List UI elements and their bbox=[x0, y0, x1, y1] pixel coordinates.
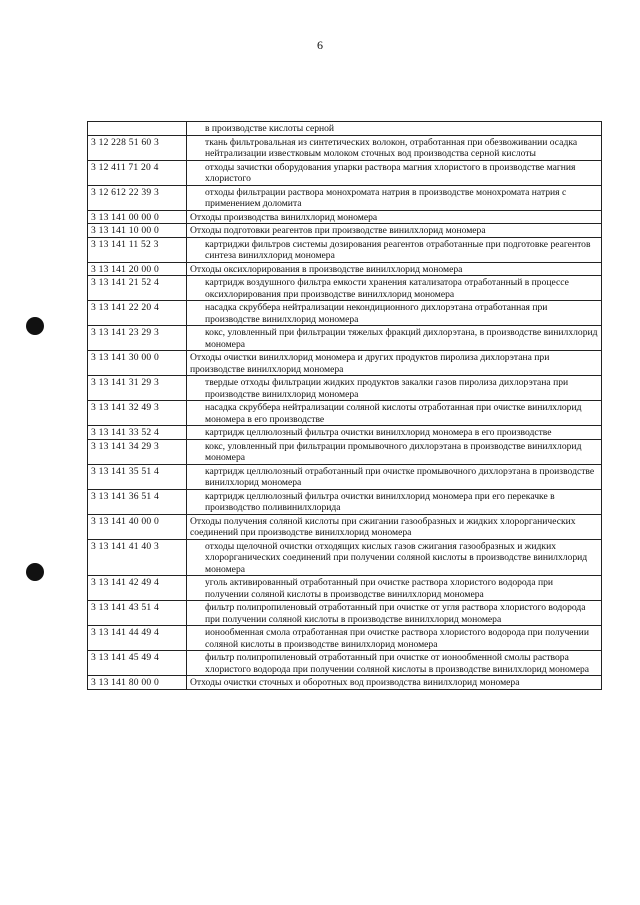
page-number: 6 bbox=[317, 38, 323, 52]
waste-code-cell: 3 13 141 11 52 3 bbox=[88, 237, 187, 262]
waste-description-cell: картриджи фильтров системы дозирования реагентов отработанные при подготовке реагентов синтеза винилхлорид мономера bbox=[187, 237, 602, 262]
waste-code-cell: 3 13 141 41 40 3 bbox=[88, 539, 187, 576]
table-row bbox=[88, 185, 602, 210]
waste-classification-table bbox=[87, 121, 602, 690]
table-row bbox=[88, 651, 602, 676]
table-row bbox=[88, 276, 602, 301]
waste-description-cell: Отходы подготовки реагентов при производстве винилхлорид мономера bbox=[187, 224, 602, 238]
table-row bbox=[88, 135, 602, 160]
waste-description-cell: твердые отходы фильтрации жидких продуктов закалки газов пиролиза дихлорэтана при производстве винилхлорид мономера bbox=[187, 376, 602, 401]
table-row bbox=[88, 489, 602, 514]
waste-code-cell: 3 13 141 80 00 0 bbox=[88, 676, 187, 690]
punch-hole-mark bbox=[26, 317, 44, 335]
table-row bbox=[88, 237, 602, 262]
waste-description-cell: Отходы очистки сточных и оборотных вод производства винилхлорид мономера bbox=[187, 676, 602, 690]
waste-code-cell: 3 13 141 21 52 4 bbox=[88, 276, 187, 301]
waste-code-cell bbox=[88, 122, 187, 136]
waste-code-cell: 3 13 141 42 49 4 bbox=[88, 576, 187, 601]
punch-hole-mark bbox=[26, 563, 44, 581]
waste-description-cell: Отходы оксихлорирования в производстве винилхлорид мономера bbox=[187, 262, 602, 276]
table-row bbox=[88, 439, 602, 464]
table-row bbox=[88, 576, 602, 601]
waste-code-cell: 3 13 141 45 49 4 bbox=[88, 651, 187, 676]
waste-description-cell: кокс, уловленный при фильтрации промывочного дихлорэтана в производстве винилхлорид мономера bbox=[187, 439, 602, 464]
waste-code-cell: 3 12 411 71 20 4 bbox=[88, 160, 187, 185]
waste-code-cell: 3 12 612 22 39 3 bbox=[88, 185, 187, 210]
table-row bbox=[88, 514, 602, 539]
waste-description-cell: ионообменная смола отработанная при очистке раствора хлористого водорода при получении соляной кислоты в производстве винилхлорид мономера bbox=[187, 626, 602, 651]
waste-description-cell: фильтр полипропиленовый отработанный при очистке от ионообменной смолы раствора хлористого водорода при получении соляной кислоты в производстве винилхлорид мономера bbox=[187, 651, 602, 676]
waste-description-cell: фильтр полипропиленовый отработанный при очистке от угля раствора хлористого водорода при получении соляной кислоты в производстве винилхлорид мономера bbox=[187, 601, 602, 626]
waste-description-cell: Отходы очистки винилхлорид мономера и других продуктов пиролиза дихлорэтана при производстве винилхлорид мономера bbox=[187, 351, 602, 376]
waste-code-cell: 3 13 141 34 29 3 bbox=[88, 439, 187, 464]
table-row bbox=[88, 401, 602, 426]
waste-description-cell: картридж целлюлозный фильтра очистки винилхлорид мономера в его производстве bbox=[187, 426, 602, 440]
waste-code-cell: 3 13 141 10 00 0 bbox=[88, 224, 187, 238]
table-row bbox=[88, 539, 602, 576]
waste-code-cell: 3 13 141 33 52 4 bbox=[88, 426, 187, 440]
waste-description-cell: насадка скруббера нейтрализации некондиционного дихлорэтана отработанная при производстве винилхлорид мономера bbox=[187, 301, 602, 326]
table-row bbox=[88, 376, 602, 401]
table-row bbox=[88, 224, 602, 238]
table-row bbox=[88, 601, 602, 626]
waste-code-cell: 3 12 228 51 60 3 bbox=[88, 135, 187, 160]
table-row bbox=[88, 210, 602, 224]
waste-code-cell: 3 13 141 20 00 0 bbox=[88, 262, 187, 276]
waste-code-cell: 3 13 141 00 00 0 bbox=[88, 210, 187, 224]
waste-description-cell: Отходы производства винилхлорид мономера bbox=[187, 210, 602, 224]
waste-description-cell: ткань фильтровальная из синтетических волокон, отработанная при обезвоживании осадка нейтрализации известковым молоком сточных вод производства серной кислоты bbox=[187, 135, 602, 160]
waste-code-cell: 3 13 141 30 00 0 bbox=[88, 351, 187, 376]
waste-description-cell: кокс, уловленный при фильтрации тяжелых фракций дихлорэтана, в производстве винилхлорид мономера bbox=[187, 326, 602, 351]
table-row bbox=[88, 426, 602, 440]
waste-code-cell: 3 13 141 43 51 4 bbox=[88, 601, 187, 626]
table-row bbox=[88, 351, 602, 376]
table-row bbox=[88, 301, 602, 326]
waste-code-cell: 3 13 141 32 49 3 bbox=[88, 401, 187, 426]
waste-description-cell: отходы щелочной очистки отходящих кислых газов сжигания газообразных и жидких хлорорганических соединений при получении соляной кислоты в производстве винилхлорид мономера bbox=[187, 539, 602, 576]
table-row bbox=[88, 464, 602, 489]
waste-code-cell: 3 13 141 31 29 3 bbox=[88, 376, 187, 401]
waste-code-cell: 3 13 141 22 20 4 bbox=[88, 301, 187, 326]
table-row bbox=[88, 676, 602, 690]
table-row bbox=[88, 326, 602, 351]
waste-description-cell: картридж целлюлозный фильтра очистки винилхлорид мономера при его перекачке в производство поливинилхлорида bbox=[187, 489, 602, 514]
waste-description-cell: в производстве кислоты серной bbox=[187, 122, 602, 136]
waste-code-cell: 3 13 141 23 29 3 bbox=[88, 326, 187, 351]
waste-description-cell: уголь активированный отработанный при очистке раствора хлористого водорода при получении соляной кислоты в производстве винилхлорид мономера bbox=[187, 576, 602, 601]
waste-description-cell: отходы фильтрации раствора монохромата натрия в производстве монохромата натрия с применением доломита bbox=[187, 185, 602, 210]
waste-code-cell: 3 13 141 35 51 4 bbox=[88, 464, 187, 489]
waste-description-cell: отходы зачистки оборудования упарки раствора магния хлористого в производстве магния хлористого bbox=[187, 160, 602, 185]
waste-description-cell: картридж воздушного фильтра емкости хранения катализатора отработанный в процессе оксихлорирования при производстве винилхлорид мономера bbox=[187, 276, 602, 301]
waste-code-cell: 3 13 141 40 00 0 bbox=[88, 514, 187, 539]
waste-code-cell: 3 13 141 44 49 4 bbox=[88, 626, 187, 651]
waste-description-cell: насадка скруббера нейтрализации соляной кислоты отработанная при очистке винилхлорид мономера в его производстве bbox=[187, 401, 602, 426]
table-row bbox=[88, 160, 602, 185]
waste-code-cell: 3 13 141 36 51 4 bbox=[88, 489, 187, 514]
table-row bbox=[88, 122, 602, 136]
table-row bbox=[88, 626, 602, 651]
waste-description-cell: картридж целлюлозный отработанный при очистке промывочного дихлорэтана в производстве винилхлорид мономера bbox=[187, 464, 602, 489]
table-body bbox=[88, 122, 602, 690]
waste-description-cell: Отходы получения соляной кислоты при сжигании газообразных и жидких хлорорганических соединений при производстве винилхлорид мономера bbox=[187, 514, 602, 539]
table-row bbox=[88, 262, 602, 276]
